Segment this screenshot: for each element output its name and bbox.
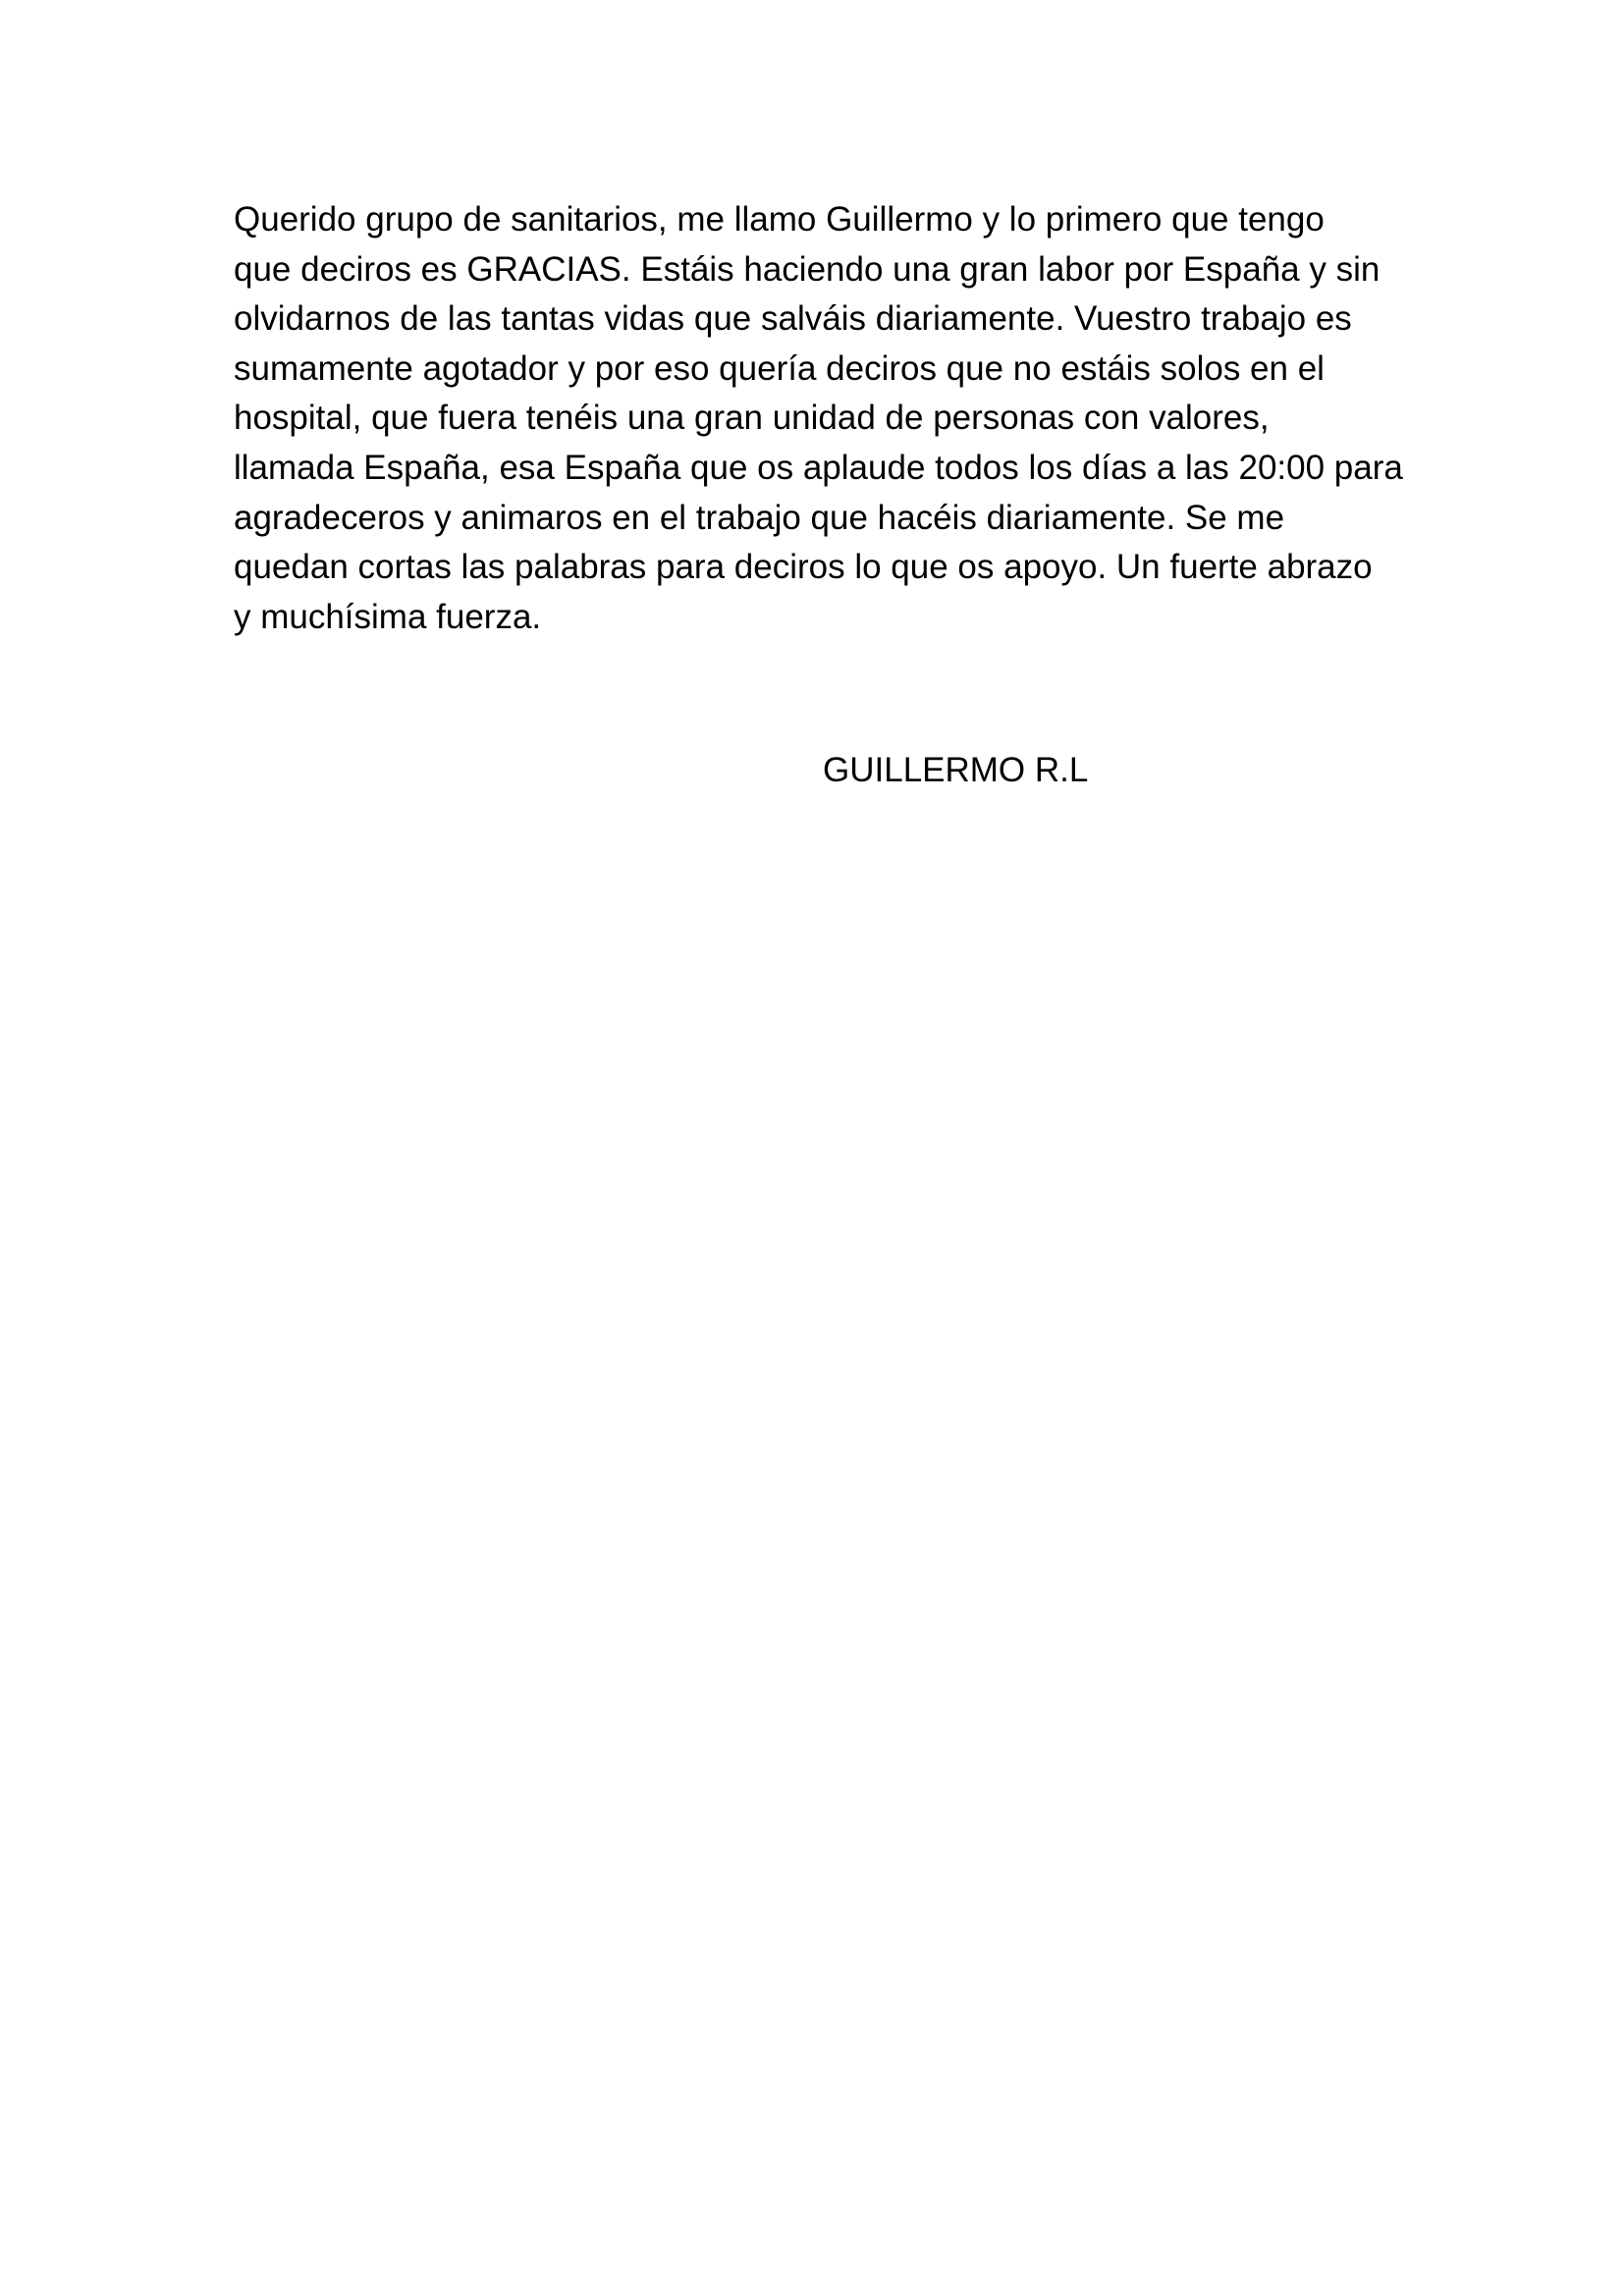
letter-line: y muchísima fuerza. bbox=[234, 597, 542, 636]
letter-line: quedan cortas las palabras para deciros lo que os apoyo. Un fuerte abrazo bbox=[234, 548, 1373, 587]
letter-line: llamada España, esa España que os aplaude todos los días a las 20:00 para bbox=[234, 448, 1403, 487]
letter-line: hospital, que fuera tenéis una gran unidad de personas con valores, bbox=[234, 399, 1270, 438]
letter-body bbox=[234, 195, 1403, 642]
letter-line: olvidarnos de las tantas vidas que salváis diariamente. Vuestro trabajo es bbox=[234, 299, 1352, 339]
letter-signature: GUILLERMO R.L bbox=[823, 751, 1089, 789]
letter-line: Querido grupo de sanitarios, me llamo Guillermo y lo primero que tengo bbox=[234, 200, 1325, 239]
letter-line: sumamente agotador y por eso quería deciros que no estáis solos en el bbox=[234, 348, 1325, 388]
letter-line: que deciros es GRACIAS. Estáis haciendo una gran labor por España y sin bbox=[234, 249, 1380, 289]
letter-line: agradeceros y animaros en el trabajo que hacéis diariamente. Se me bbox=[234, 498, 1285, 537]
